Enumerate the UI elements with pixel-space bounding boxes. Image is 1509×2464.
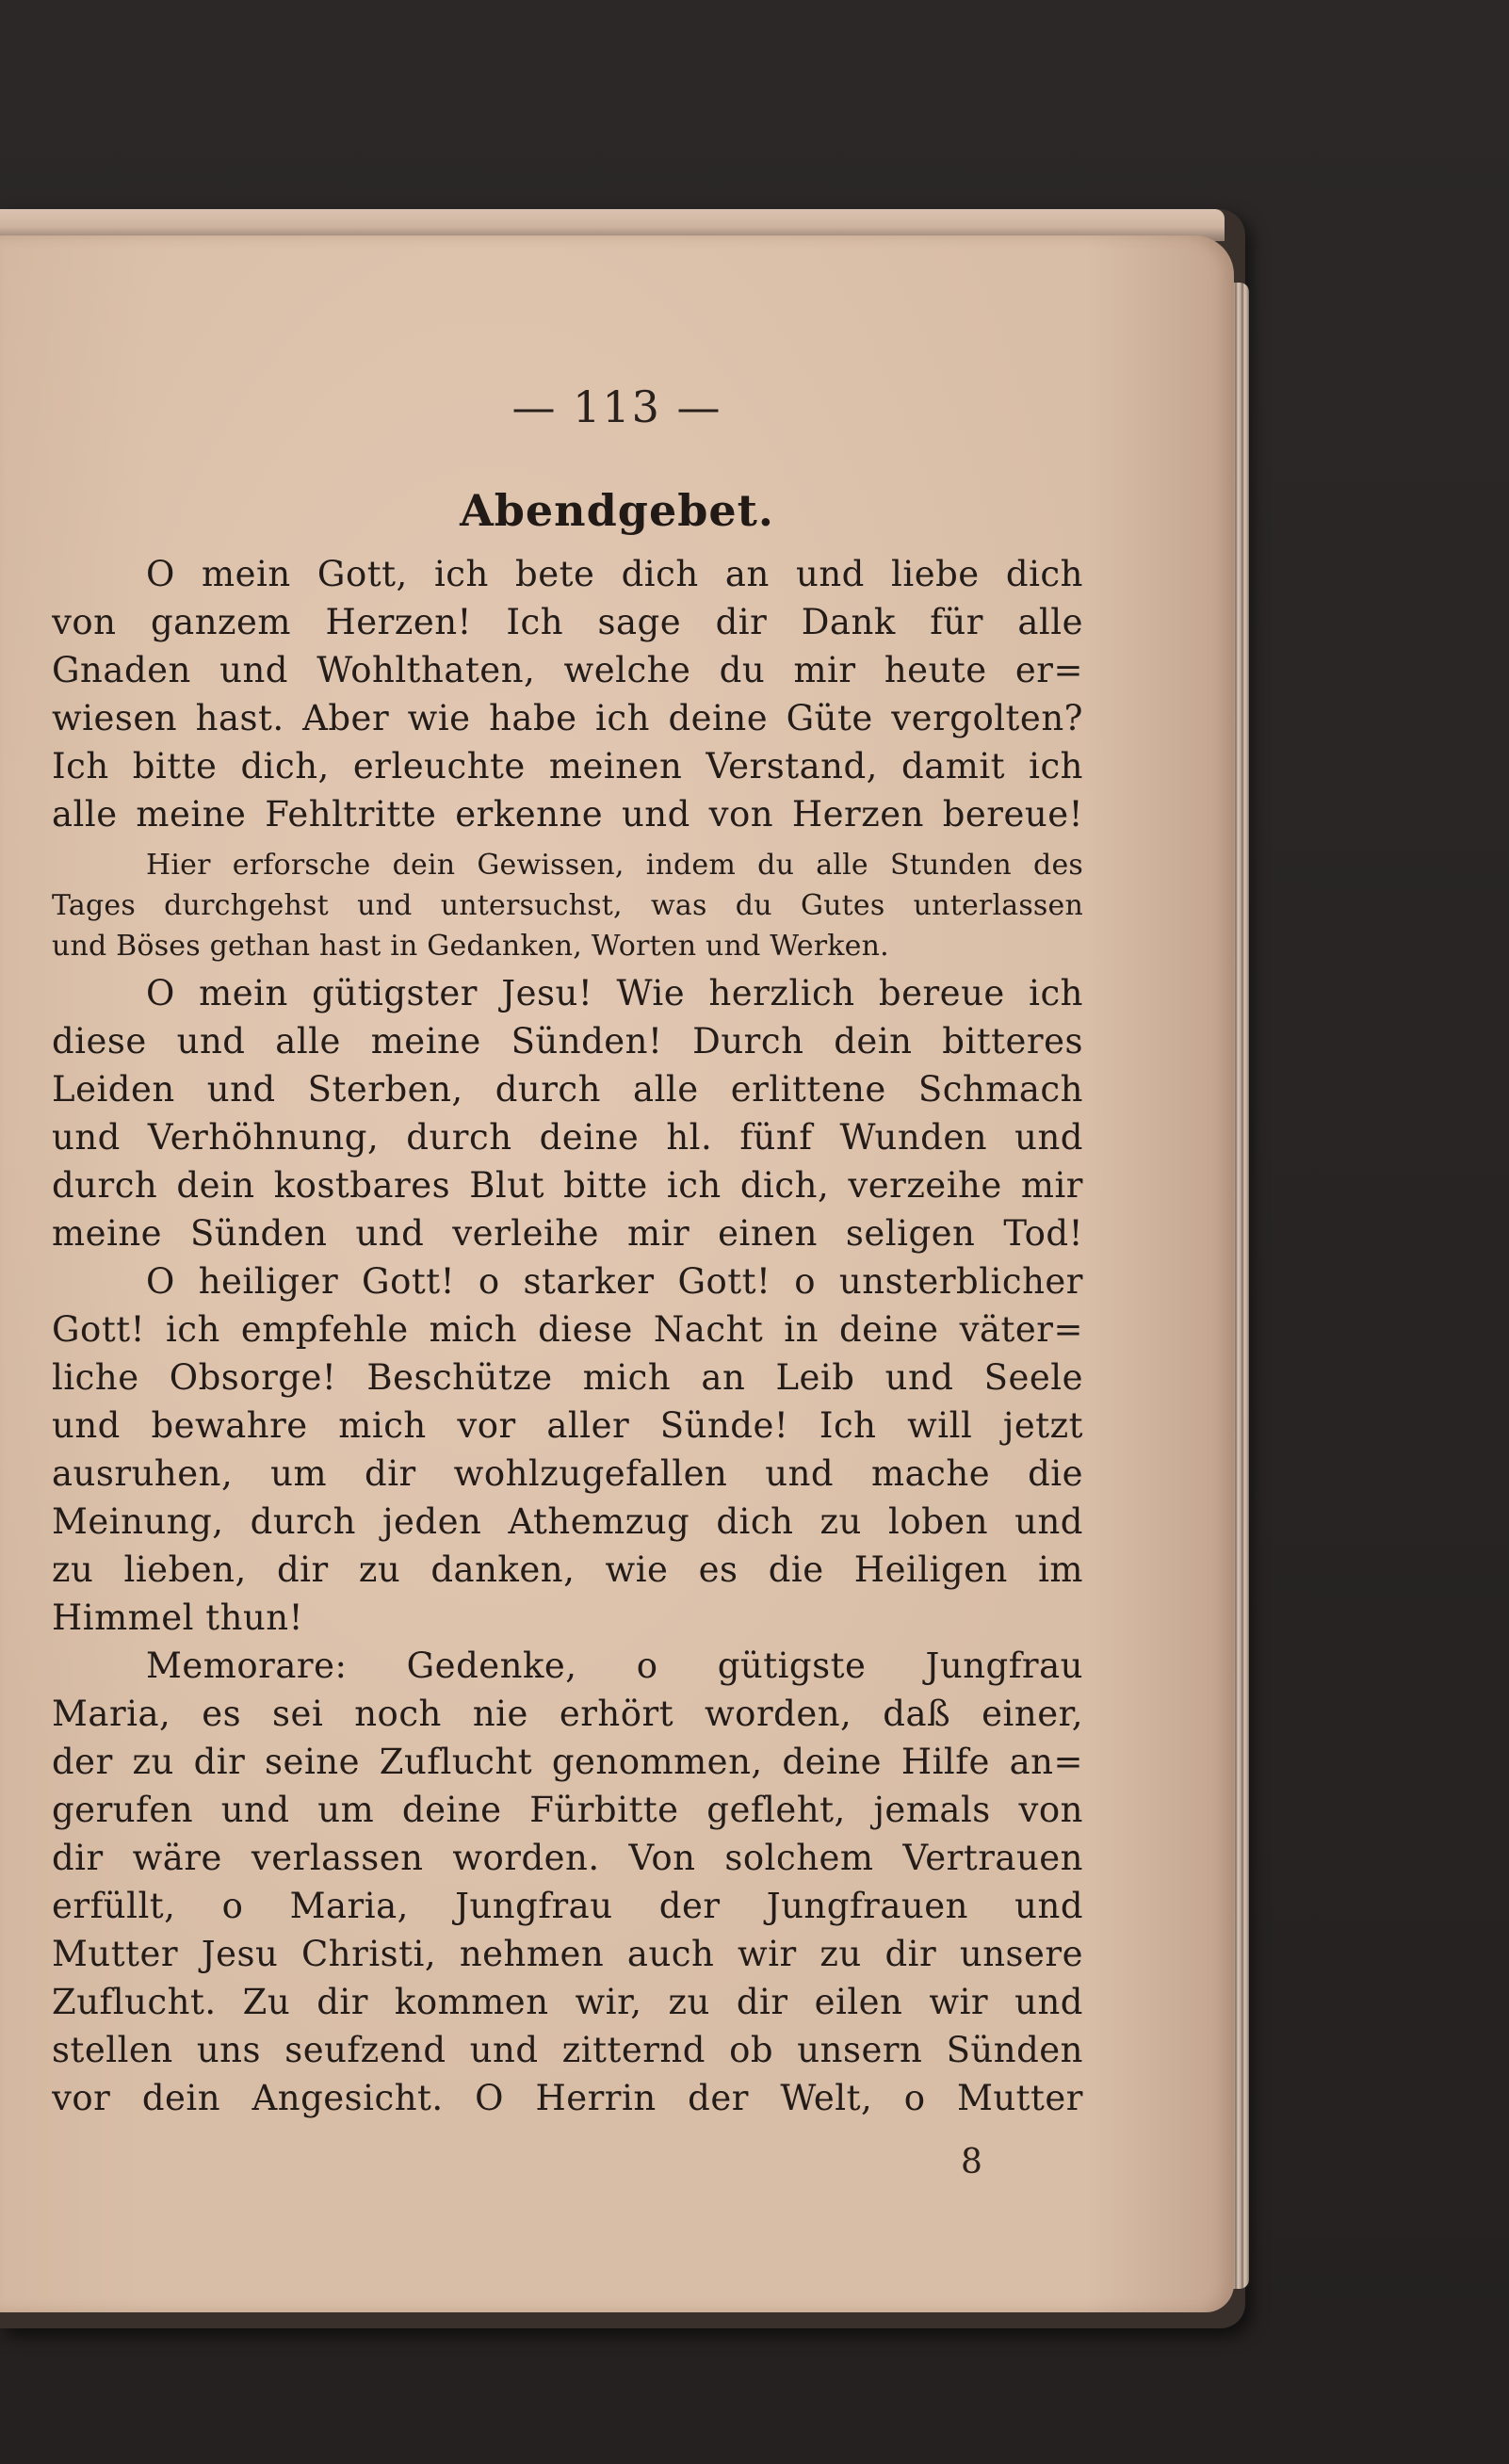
text-line: wiesen hast. Aber wie habe ich deine Güte vergolten? (52, 698, 1083, 738)
text-line: der zu dir seine Zuflucht genommen, deine Hilfe an= (52, 1742, 1083, 1782)
text-line: stellen uns seufzend und zitternd ob unsern Sünden (52, 2030, 1083, 2070)
text-line: Maria, es sei noch nie erhört worden, daß einer, (52, 1694, 1083, 1734)
text-line: meine Sünden und verleihe mir einen seligen Tod! (52, 1213, 1083, 1254)
text-line: Gnaden und Wohlthaten, welche du mir heute er= (52, 650, 1083, 690)
text-line: zu lieben, dir zu danken, wie es die Heiligen im (52, 1549, 1083, 1590)
text-line: Mutter Jesu Christi, nehmen auch wir zu dir unsere (52, 1934, 1083, 1974)
text-line: O mein Gott, ich bete dich an und liebe dich (146, 554, 1083, 594)
text-line: O heiliger Gott! o starker Gott! o unsterblicher (146, 1261, 1083, 1302)
text-line: Zuflucht. Zu dir kommen wir, zu dir eilen wir und (52, 1982, 1083, 2022)
text-line: ausruhen, um dir wohlzugefallen und mache die (52, 1453, 1083, 1494)
page-number: — 113 — (511, 381, 722, 432)
signature-mark: 8 (961, 2143, 982, 2181)
text-line: liche Obsorge! Beschütze mich an Leib und Seele (52, 1357, 1083, 1398)
text-line: vor dein Angesicht. O Herrin der Welt, o Mutter (52, 2078, 1083, 2118)
text-line: alle meine Fehltritte erkenne und von Herzen bereue! (52, 794, 1083, 835)
text-line: Himmel thun! (52, 1597, 303, 1638)
text-line: dir wäre verlassen worden. Von solchem Vertrauen (52, 1838, 1083, 1878)
text-line: Leiden und Sterben, durch alle erlittene Schmach (52, 1069, 1083, 1110)
text-line: von ganzem Herzen! Ich sage dir Dank für alle (52, 602, 1083, 642)
text-line: Meinung, durch jeden Athemzug dich zu loben und (52, 1501, 1083, 1542)
text-line: diese und alle meine Sünden! Durch dein bitteres (52, 1021, 1083, 1062)
text-line: Gott! ich empfehle mich diese Nacht in deine väter= (52, 1309, 1083, 1350)
text-line: Memorare: Gedenke, o gütigste Jungfrau (146, 1645, 1083, 1686)
text-line: durch dein kostbares Blut bitte ich dich, verzeihe mir (52, 1165, 1083, 1206)
text-line-small: Tages durchgehst und untersuchst, was du Gutes unterlassen (52, 889, 1083, 922)
text-line-small: Hier erforsche dein Gewissen, indem du alle Stunden des (146, 849, 1083, 882)
section-title: Abendgebet. (460, 485, 774, 536)
text-line-small: und Böses gethan hast in Gedanken, Worten und Werken. (52, 930, 889, 963)
text-line: und bewahre mich vor aller Sünde! Ich will jetzt (52, 1405, 1083, 1446)
text-line: gerufen und um deine Fürbitte gefleht, jemals von (52, 1790, 1083, 1830)
text-line: erfüllt, o Maria, Jungfrau der Jungfrauen und (52, 1886, 1083, 1926)
text-line: O mein gütigster Jesu! Wie herzlich bereue ich (146, 973, 1083, 1013)
text-line: Ich bitte dich, erleuchte meinen Verstand, damit ich (52, 746, 1083, 786)
text-line: und Verhöhnung, durch deine hl. fünf Wunden und (52, 1117, 1083, 1158)
